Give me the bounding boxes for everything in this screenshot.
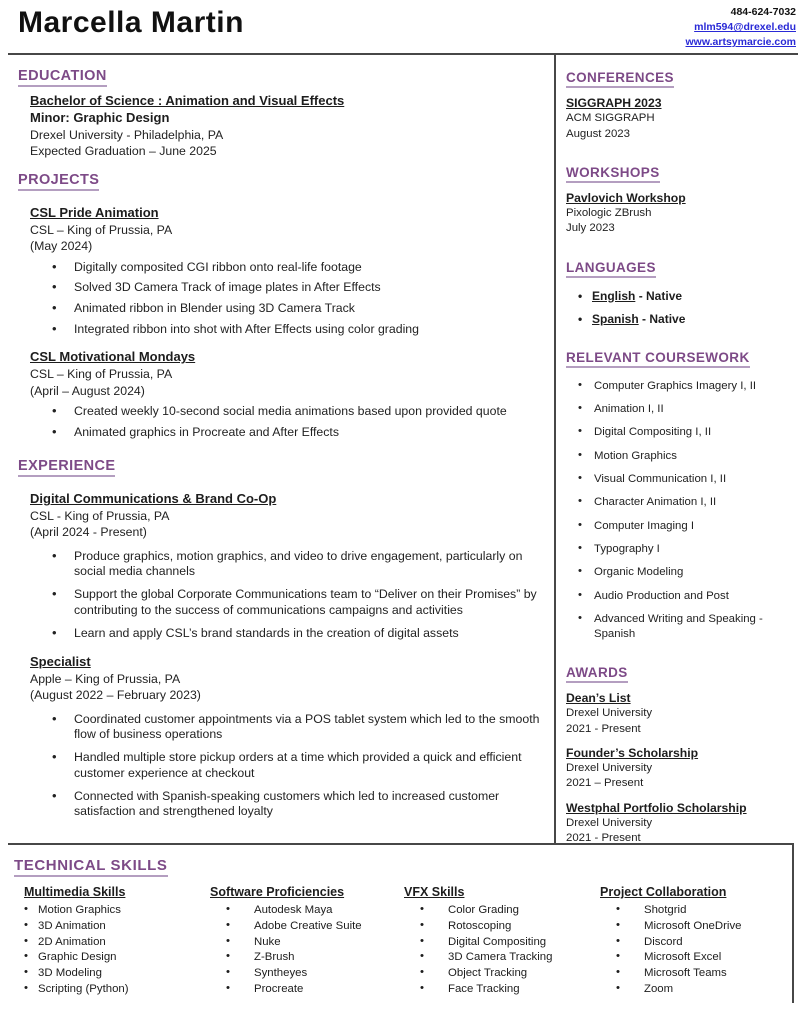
email-link[interactable]: mlm594@drexel.edu: [694, 21, 796, 34]
award-org: Drexel University: [566, 707, 653, 720]
coursework-item: • Advanced Writing and Speaking - Spanish: [566, 612, 800, 642]
language-name: Spanish: [592, 311, 639, 326]
job-title: Specialist: [30, 654, 91, 670]
job-date: (August 2022 – February 2023): [30, 688, 201, 703]
language-item: [566, 312, 800, 326]
main-columns: [0, 55, 806, 843]
job-bullet-list: [30, 549, 544, 642]
skill-item: • Microsoft OneDrive: [600, 919, 792, 933]
skills-columns: [14, 885, 792, 998]
skill-item: • Graphic Design: [14, 950, 210, 964]
skill-item: • 3D Camera Tracking: [404, 950, 600, 964]
job-org: CSL - King of Prussia, PA: [30, 509, 170, 524]
skill-item: • Face Tracking: [404, 982, 600, 996]
skill-item: • Nuke: [210, 935, 404, 949]
section-heading-awards: AWARDS: [566, 665, 628, 683]
skills-list: [210, 903, 404, 996]
skill-item: • Microsoft Teams: [600, 966, 792, 980]
project-date: (May 2024): [30, 239, 93, 254]
contact-block: [686, 5, 797, 51]
coursework-item: • Animation I, II: [566, 402, 800, 417]
section-heading-education: EDUCATION: [18, 68, 107, 87]
project-entry: [30, 349, 544, 440]
bullet-item: • Produce graphics, motion graphics, and video to drive engagement, particularly on social media channels: [30, 549, 544, 580]
skill-item: • Z-Brush: [210, 950, 404, 964]
job-title: Digital Communications & Brand Co-Op: [30, 491, 277, 507]
coursework-list: [566, 379, 800, 642]
project-org: CSL – King of Prussia, PA: [30, 367, 173, 382]
project-title: CSL Motivational Mondays: [30, 349, 196, 365]
section-heading-conferences: CONFERENCES: [566, 70, 674, 88]
skills-column-title: Multimedia Skills: [24, 885, 126, 899]
skills-column-title: VFX Skills: [404, 885, 465, 899]
project-org: CSL – King of Prussia, PA: [30, 223, 173, 238]
experience-entry: [30, 654, 544, 820]
skills-column-vfx: [404, 885, 600, 998]
conference-org: ACM SIGGRAPH: [566, 112, 655, 125]
language-list: [566, 289, 800, 326]
coursework-item: • Visual Communication I, II: [566, 472, 800, 487]
skill-item: • Syntheyes: [210, 966, 404, 980]
language-level: - Native: [638, 288, 683, 303]
website-link[interactable]: www.artsymarcie.com: [685, 36, 796, 49]
skill-item: • Rotoscoping: [404, 919, 600, 933]
skills-column-multimedia: [14, 885, 210, 998]
job-date: (April 2024 - Present): [30, 525, 147, 540]
resume-name: Marcella Martin: [18, 6, 244, 39]
skill-item: • Motion Graphics: [14, 903, 210, 917]
section-heading-workshops: WORKSHOPS: [566, 165, 660, 183]
graduation-line: Expected Graduation – June 2025: [30, 144, 217, 158]
technical-skills-section: [8, 843, 794, 1003]
skill-item: • 3D Modeling: [14, 966, 210, 980]
bullet-item: • Learn and apply CSL’s brand standards in the creation of digital assets: [30, 626, 544, 642]
bullet-item: • Digitally composited CGI ribbon onto real-life footage: [30, 260, 544, 276]
bullet-item: • Animated graphics in Procreate and After Effects: [30, 425, 544, 441]
right-column: [556, 55, 806, 843]
award-title: Dean’s List: [566, 691, 631, 705]
skills-column-title: Project Collaboration: [600, 885, 727, 899]
coursework-item: • Audio Production and Post: [566, 589, 800, 604]
project-entry: [30, 205, 544, 337]
skill-item: • Color Grading: [404, 903, 600, 917]
skills-list: [14, 903, 210, 996]
section-heading-projects: PROJECTS: [18, 172, 99, 191]
experience-entry: [30, 491, 544, 641]
award-date: 2021 – Present: [566, 777, 644, 790]
bullet-item: • Coordinated customer appointments via a POS tablet system which led to the smooth flow of business operations: [30, 712, 544, 743]
award-title: Westphal Portfolio Scholarship: [566, 800, 747, 815]
section-heading-technical-skills: TECHNICAL SKILLS: [14, 857, 168, 877]
job-org: Apple – King of Prussia, PA: [30, 672, 181, 687]
skill-item: • 2D Animation: [14, 935, 210, 949]
skill-item: • 3D Animation: [14, 919, 210, 933]
coursework-item: • Computer Graphics Imagery I, II: [566, 379, 800, 394]
phone-number: 484-624-7032: [730, 6, 796, 18]
job-bullet-list: [30, 712, 544, 820]
skill-item: • Zoom: [600, 982, 792, 996]
award-entry: [566, 690, 800, 737]
bullet-item: • Handled multiple store pickup orders at a time which provided a quick and efficient customer experience at checkout: [30, 750, 544, 781]
skills-column-software: [210, 885, 404, 998]
skill-item: • Object Tracking: [404, 966, 600, 980]
bullet-item: • Integrated ribbon into shot with After Effects using color grading: [30, 322, 544, 338]
skill-item: • Procreate: [210, 982, 404, 996]
project-date: (April – August 2024): [30, 383, 145, 398]
skill-item: • Microsoft Excel: [600, 950, 792, 964]
section-heading-coursework: RELEVANT COURSEWORK: [566, 350, 750, 368]
skills-column-title: Software Proficiencies: [210, 885, 345, 899]
skill-item: • Shotgrid: [600, 903, 792, 917]
award-title: Founder’s Scholarship: [566, 745, 699, 760]
section-heading-languages: LANGUAGES: [566, 260, 656, 278]
conference-date: August 2023: [566, 127, 630, 140]
header: [0, 0, 806, 50]
degree-title: Bachelor of Science : Animation and Visual Effects: [30, 93, 345, 108]
bullet-item: • Solved 3D Camera Track of image plates in After Effects: [30, 280, 544, 296]
workshop-title: Pavlovich Workshop: [566, 190, 686, 205]
skills-list: [600, 903, 792, 996]
project-bullet-list: [30, 404, 544, 440]
coursework-item: • Organic Modeling: [566, 565, 800, 580]
award-entry: [566, 745, 800, 792]
award-org: Drexel University: [566, 817, 653, 830]
award-entry: [566, 800, 800, 847]
bullet-item: • Created weekly 10-second social media animations based upon provided quote: [30, 404, 544, 420]
project-title: CSL Pride Animation: [30, 205, 159, 221]
award-org: Drexel University: [566, 762, 653, 775]
skill-item: • Discord: [600, 935, 792, 949]
minor-line: Minor: Graphic Design: [30, 109, 170, 125]
skill-item: • Autodesk Maya: [210, 903, 404, 917]
skill-item: • Adobe Creative Suite: [210, 919, 404, 933]
project-bullet-list: [30, 260, 544, 338]
workshop-org: Pixologic ZBrush: [566, 207, 652, 220]
award-date: 2021 - Present: [566, 722, 641, 735]
section-heading-experience: EXPERIENCE: [18, 458, 115, 477]
skill-item: • Scripting (Python): [14, 982, 210, 996]
skill-item: • Digital Compositing: [404, 935, 600, 949]
left-column: [0, 55, 556, 843]
language-item: [566, 289, 800, 303]
skills-list: [404, 903, 600, 996]
conference-title: SIGGRAPH 2023: [566, 96, 662, 110]
language-level: - Native: [642, 311, 686, 326]
coursework-item: • Character Animation I, II: [566, 495, 800, 510]
bullet-item: • Support the global Corporate Communications team to “Deliver on their Promises” by contributing to the success of communications campaigns and activities: [30, 587, 544, 618]
coursework-item: • Typography I: [566, 542, 800, 557]
workshop-entry: [566, 190, 800, 237]
conference-entry: [566, 95, 800, 142]
award-date: 2021 - Present: [566, 832, 641, 845]
language-name: English: [592, 288, 636, 303]
coursework-item: • Motion Graphics: [566, 449, 800, 464]
skills-column-collaboration: [600, 885, 792, 998]
school-line: Drexel University - Philadelphia, PA: [30, 127, 224, 142]
workshop-date: July 2023: [566, 222, 615, 235]
bullet-item: • Connected with Spanish-speaking customers which led to increased customer satisfaction and strengthened loyalty: [30, 789, 544, 820]
education-entry: [30, 93, 544, 159]
coursework-item: • Digital Compositing I, II: [566, 425, 800, 440]
bullet-item: • Animated ribbon in Blender using 3D Camera Track: [30, 301, 544, 317]
coursework-item: • Computer Imaging I: [566, 519, 800, 534]
